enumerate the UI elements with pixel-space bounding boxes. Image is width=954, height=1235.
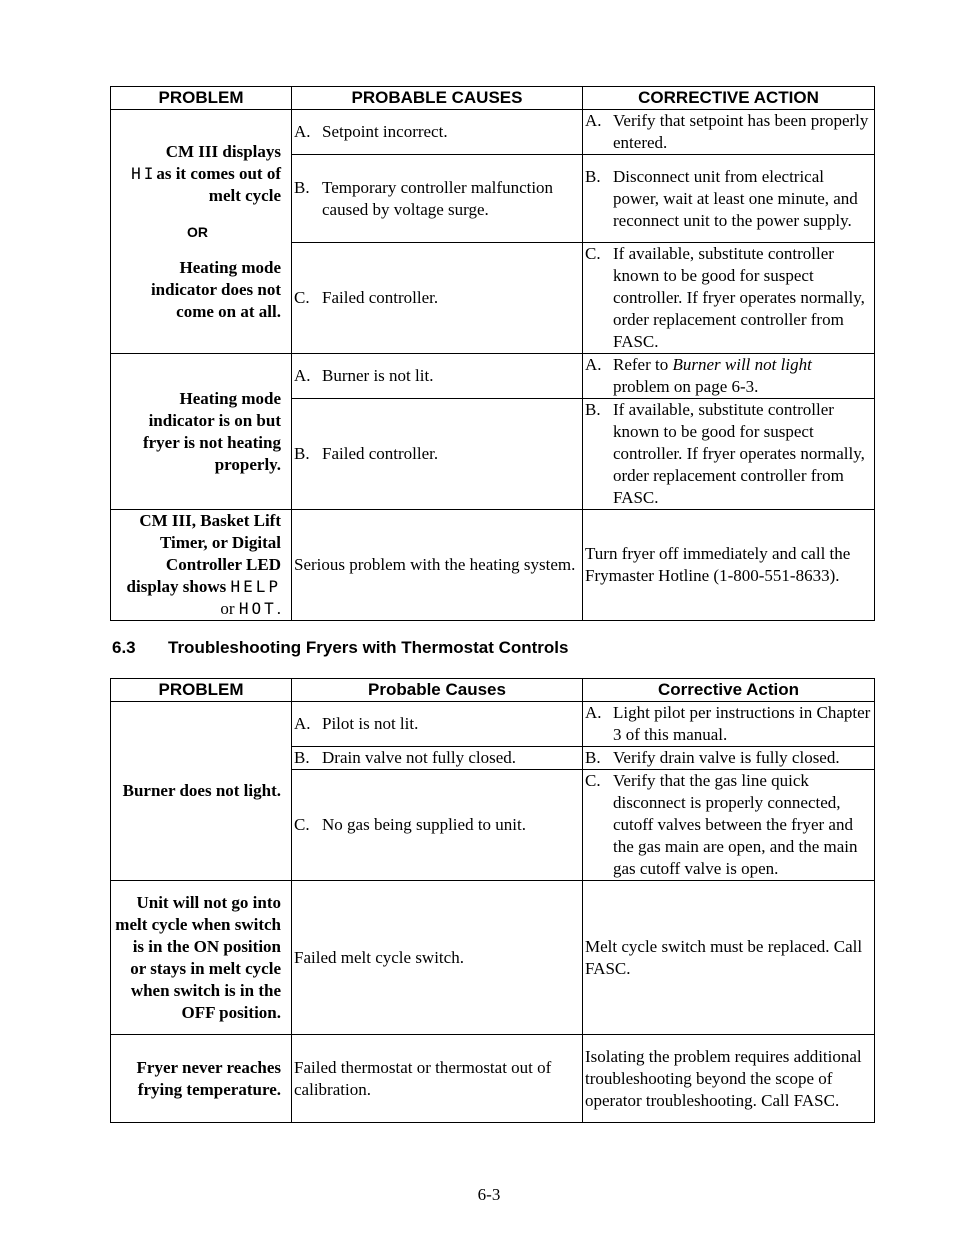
cause-cell: C. No gas being supplied to unit. (292, 770, 583, 881)
page-number: 6-3 (477, 1185, 501, 1204)
or-label: OR (187, 223, 208, 240)
troubleshooting-table-thermostat (110, 678, 875, 1123)
problem-text: CM III displays (165, 141, 281, 161)
table-row (111, 510, 875, 621)
cause-cell: B. Temporary controller malfunction caused by voltage surge. (292, 155, 583, 243)
problem-text: Heating mode indicator does not come on at all. (150, 257, 281, 321)
cause-cell: C. Failed controller. (292, 243, 583, 354)
italic-reference: Burner will not light (672, 355, 812, 374)
led-code-help: HELP (230, 577, 281, 596)
section-title: Troubleshooting Fryers with Thermostat Controls (168, 638, 569, 657)
cause-cell: Serious problem with the heating system. (292, 510, 583, 621)
action-cell: A. Light pilot per instructions in Chapter 3 of this manual. (583, 702, 875, 747)
header-probable-causes: Probable Causes (292, 679, 583, 702)
problem-cell: Fryer never reaches frying temperature. (111, 1035, 292, 1123)
header-corrective-action: CORRECTIVE ACTION (583, 87, 875, 110)
troubleshooting-table-controllers (110, 86, 875, 621)
table-row (111, 110, 875, 155)
action-cell: A. Refer to Burner will not light problem on page 6-3. (583, 354, 875, 399)
table-row (111, 1035, 875, 1123)
cause-cell: A. Burner is not lit. (292, 354, 583, 399)
section-number: 6.3 (112, 638, 136, 657)
action-cell: Isolating the problem requires additional troubleshooting beyond the scope of operator troubleshooting. Call FASC. (583, 1035, 875, 1123)
problem-cell (111, 110, 292, 354)
table-row (111, 354, 875, 399)
action-cell: C. If available, substitute controller known to be good for suspect controller. If fryer operates normally, order replacement controller from FASC. (583, 243, 875, 354)
cause-cell: B. Failed controller. (292, 399, 583, 510)
header-corrective-action: Corrective Action (583, 679, 875, 702)
cause-cell: Failed melt cycle switch. (292, 881, 583, 1035)
cause-cell: B. Drain valve not fully closed. (292, 747, 583, 770)
action-cell: B. Disconnect unit from electrical power, wait at least one minute, and reconnect unit to the power supply. (583, 155, 875, 243)
action-cell: B. If available, substitute controller known to be good for suspect controller. If fryer operates normally, order replacement controller from FASC. (583, 399, 875, 510)
table-header-row (111, 87, 875, 110)
problem-cell: Heating mode indicator is on but fryer is not heating properly. (111, 354, 292, 510)
table-row (111, 702, 875, 747)
header-problem: PROBLEM (111, 679, 292, 702)
action-cell: C. Verify that the gas line quick disconnect is properly connected, cutoff valves between the fryer and the gas main are open, and the main gas cutoff valve is open. (583, 770, 875, 881)
action-cell: A. Verify that setpoint has been properly entered. (583, 110, 875, 155)
action-cell: B. Verify drain valve is fully closed. (583, 747, 875, 770)
cause-cell: Failed thermostat or thermostat out of calibration. (292, 1035, 583, 1123)
problem-cell: Unit will not go into melt cycle when switch is in the ON position or stays in melt cycle when switch is in the OFF position. (111, 881, 292, 1035)
problem-cell: Burner does not light. (111, 702, 292, 881)
table-header-row (111, 679, 875, 702)
header-problem: PROBLEM (111, 87, 292, 110)
table-row (111, 881, 875, 1035)
led-code-hot: HOT (238, 599, 277, 618)
header-probable-causes: PROBABLE CAUSES (292, 87, 583, 110)
led-code-hi: HI (131, 163, 157, 183)
cause-cell: A. Pilot is not lit. (292, 702, 583, 747)
problem-cell: CM III, Basket Lift Timer, or Digital Controller LED display shows HELP or HOT. (111, 510, 292, 621)
problem-text: as it comes out of melt cycle (156, 163, 281, 205)
section-heading (112, 638, 568, 658)
action-cell: Turn fryer off immediately and call the Frymaster Hotline (1-800-551-8633). (583, 510, 875, 621)
action-cell: Melt cycle switch must be replaced. Call FASC. (583, 881, 875, 1035)
cause-cell: A. Setpoint incorrect. (292, 110, 583, 155)
